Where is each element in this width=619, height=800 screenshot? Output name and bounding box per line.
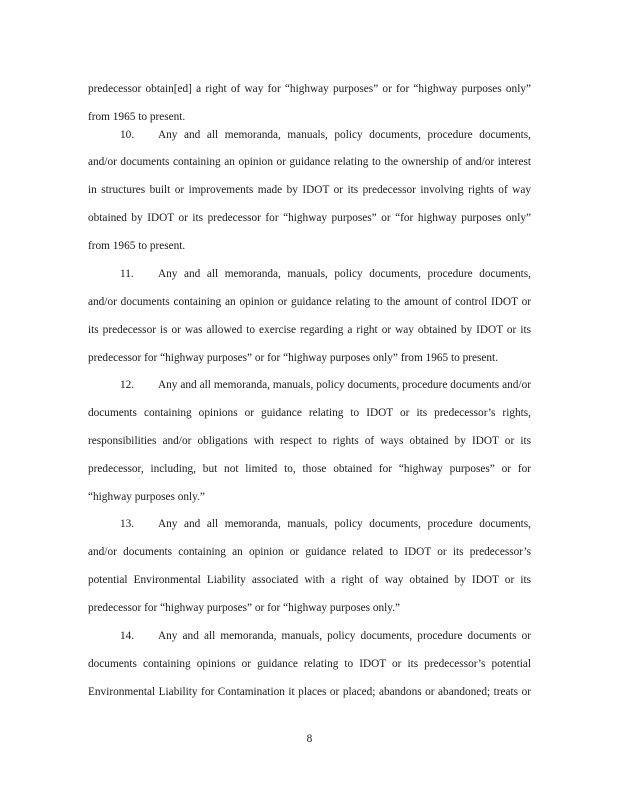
text-line: from 1965 to present. (88, 111, 186, 123)
text-line: predecessor for “highway purposes” or for “highway purposes only.” (88, 602, 401, 614)
text-line: in structures built or improvements made by IDOT or its predecessor involving rights of way (88, 184, 531, 196)
text-line: its predecessor is or was allowed to exercise regarding a right or way obtained by IDOT or its (88, 324, 531, 336)
text-line: predecessor, including, but not limited to, those obtained for “highway purposes” or for (88, 463, 531, 475)
text-line: documents containing opinions or guidance relating to IDOT or its predecessor’s rights, (88, 407, 531, 419)
paragraph-number: 10. (120, 129, 135, 141)
text-line: and/or documents containing an opinion or guidance relating to the ownership of and/or interest (88, 156, 531, 168)
text-line: Environmental Liability for Contamination it places or placed; abandons or abandoned; treats or (88, 686, 531, 698)
text-line: Any and all memoranda, manuals, policy documents, procedure documents, (158, 518, 531, 530)
paragraph-14-first-line (88, 629, 531, 643)
paragraph-number: 14. (120, 630, 135, 642)
paragraph-11-first-line (88, 267, 531, 281)
text-line: Any and all memoranda, manuals, policy documents, procedure documents, (158, 268, 531, 280)
paragraph-number: 11. (120, 268, 134, 280)
text-line: responsibilities and/or obligations with respect to rights of ways obtained by IDOT or its (88, 435, 531, 447)
paragraph-10-first-line (88, 128, 531, 142)
text-line: predecessor for “highway purposes” or for “highway purposes only” from 1965 to present. (88, 352, 499, 364)
text-line: Any and all memoranda, manuals, policy documents, procedure documents and/or (158, 379, 531, 391)
paragraph-number: 12. (120, 379, 135, 391)
text-line: obtained by IDOT or its predecessor for “highway purposes” or “for highway purposes only” (88, 212, 531, 224)
text-line: and/or documents containing an opinion or guidance relating to the amount of control IDOT or (88, 296, 531, 308)
text-line: predecessor obtain[ed] a right of way for “highway purposes” or for “highway purposes only” (88, 83, 531, 95)
text-line: “highway purposes only.” (88, 491, 205, 503)
text-line: Any and all memoranda, manuals, policy documents, procedure documents or (158, 630, 531, 642)
text-line: from 1965 to present. (88, 240, 186, 252)
text-line: documents containing opinions or guidance relating to IDOT or its predecessor’s potential (88, 658, 531, 670)
text-line: Any and all memoranda, manuals, policy documents, procedure documents, (158, 129, 531, 141)
page-number: 8 (306, 733, 313, 745)
text-line: and/or documents containing an opinion or guidance related to IDOT or its predecessor’s (88, 546, 531, 558)
paragraph-13-first-line (88, 517, 531, 531)
paragraph-number: 13. (120, 518, 135, 530)
paragraph-12-first-line (88, 378, 531, 392)
text-line: potential Environmental Liability associated with a right of way obtained by IDOT or its (88, 574, 531, 586)
